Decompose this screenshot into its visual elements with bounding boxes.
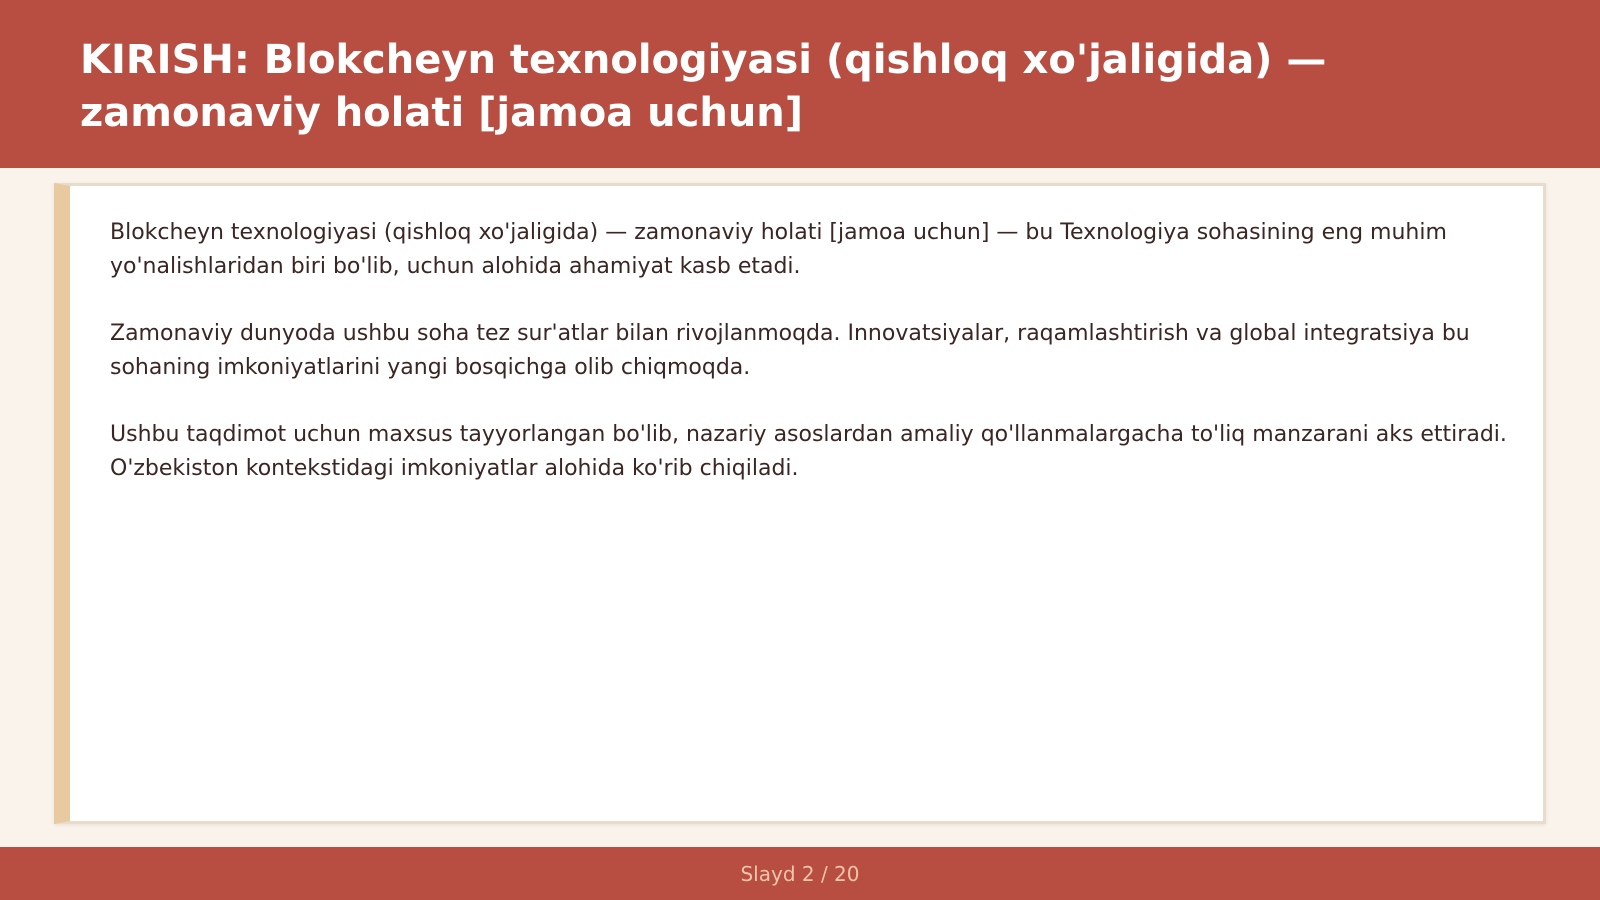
slide-header: [0, 0, 1600, 168]
modern-world-paragraph: Zamonaviy dunyoda ushbu soha tez sur'atlar bilan rivojlanmoqda. Innovatsiyalar, raqamlashtirish va global integratsiya bu sohaning imkoniyatlarini yangi bosqichga olib chiqmoqda.: [110, 321, 1470, 380]
content-card: [54, 183, 1546, 824]
slide-title: KIRISH: Blokcheyn texnologiyasi (qishloq xo'jaligida) — zamonaviy holati [jamoa uchun]: [80, 37, 1327, 136]
slide-footer: [0, 847, 1600, 900]
presentation-scope-paragraph: Ushbu taqdimot uchun maxsus tayyorlangan bo'lib, nazariy asoslardan amaliy qo'llanmalargacha to'liq manzarani aks ettiradi. O'zbekiston kontekstidagi imkoniyatlar alohida ko'rib chiqiladi.: [110, 422, 1507, 481]
slide-counter: Slayd 2 / 20: [740, 861, 860, 886]
intro-paragraph: Blokcheyn texnologiyasi (qishloq xo'jaligida) — zamonaviy holati [jamoa uchun] — bu Texnologiya sohasining eng muhim yo'nalishlaridan biri bo'lib, uchun alohida ahamiyat kasb etadi.: [110, 220, 1447, 279]
